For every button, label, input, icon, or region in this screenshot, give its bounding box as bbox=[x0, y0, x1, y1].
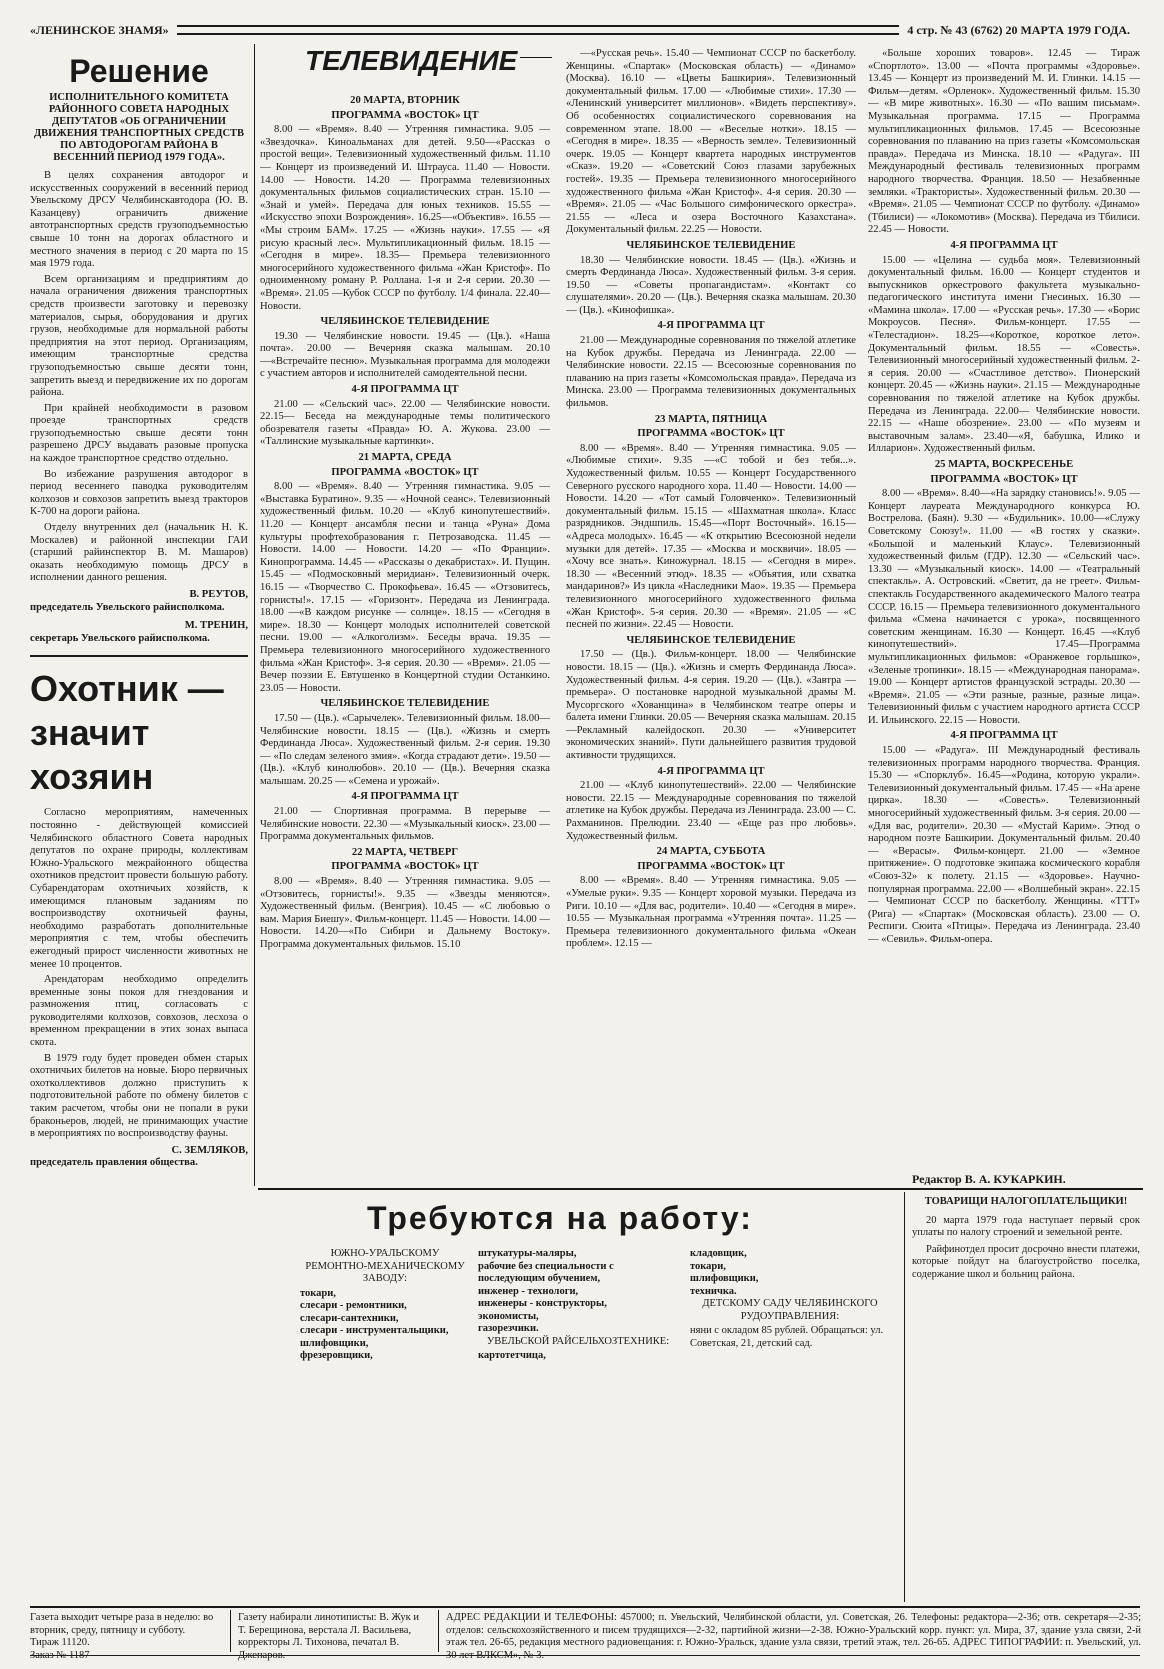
job-item: шлифовщики, bbox=[300, 1337, 369, 1349]
schedule-text: 15.00 — «Радуга». III Международный фестиваль телевизионных программ народного творчества. Франция. 15.30 — «Спорклуб». 16.45—«Родина, которую украли». Телевизионный документальный фильм. 17.45 — «На арене цирка». 18.30 — «Совесть». Телевизионный многосерийный художественный фильм. 3-я серия. 20.00 — «Для вас, родители». 20.30 — «Мустай Карим». Этюд о народном поэте Башкирии. Документальный фильм. 20.40 — «Верасы». Фильм-концерт. 21.00 — «Земное притяжение». О подготовке экипажа космического корабля «Союз-32» к полету. 21.15 — «Здоровье». Научно-популярная программа. 22.00 — «Волшебный экран». 22.15 — Чемпионат СССР по баскетболу. Женщины. «ТТТ» (Рига) — «Спартак» (Московская область). 23.00 — О. Респиги. Сюита «Птицы». Передача из Ленинграда. 23.40 — «Севиль». Фильм-опера. bbox=[868, 745, 1140, 945]
schedule-text: 21.00 — «Сельский час». 22.00 — Челябинские новости. 22.15— Беседа на международные темы политического обозревателя газеты «Правда» Ю. А. Жукова. 23.00 — «Таллинские музыкальные картинки». bbox=[260, 398, 550, 448]
job-item: токари, bbox=[690, 1260, 726, 1272]
channel-heading: 4-Я ПРОГРАММА ЦТ bbox=[351, 791, 459, 803]
decision-paragraph: Отделу внутренних дел (начальник Н. К. Москалев) и районной инспекции ГАИ (старший райинспектор В. М. Машаров) оказать необходимую помощь ДРСУ в исполнении данного решения. bbox=[30, 522, 248, 584]
footer-bottom-rule bbox=[30, 1655, 1140, 1656]
job-conditions: няни с окладом 85 рублей. Обращаться: ул. Советская, 21, детский сад. bbox=[690, 1325, 884, 1349]
schedule-text: 15.00 — «Целина — судьба моя». Телевизионный документальный фильм. 16.00 — Концерт студентов и выпускников оркестрового факультета музыкально-педагогического института имени Гнесиных. 16.30 — «Мамина школа». 17.00 — «Русская речь». 17.30 — «Борис Мокроусов. Песня». Фильм-концерт. 17.55 — «Телестадион». 18.25—«Короткое, короткое лето». Документальный фильм. 18.55 — «Совесть». Телевизионный многосерийный художественный фильм. 2-я серия. 20.00 — «Счастливое детство». Пионерский концерт. 20.45 — «Жизнь науки». 21.15 — Международные соревнования по тяжелой атлетике на Кубок дружбы. Передача из Ленинграда. 22.00— Челябинские новости. 22.15 — «Наше обозрение». 23.00 — «По музеям и выставочным залам». 23.40—«Я, бабушка, Илико и Илларион». Художественный фильм. bbox=[868, 254, 1140, 455]
employer-heading: УВЕЛЬСКОЙ РАЙСЕЛЬХОЗТЕХНИКЕ: bbox=[486, 1335, 670, 1347]
hunter-title: Охотник — значит хозяин bbox=[30, 668, 224, 798]
schedule-text: 19.30 — Челябинские новости. 19.45 — (Цв.). «Наша почта». 20.00 — Вечерняя сказка малышам. 20.10—«Встречайте песню». Музыкальная программа для молодежи с участием авторов и исполнителей самодеятельной песни. bbox=[260, 330, 550, 380]
tax-paragraph: Райфинотдел просит досрочно внести платежи, которые пойдут на благоустройство поселка, содержание школ и больниц района. bbox=[912, 1243, 1140, 1280]
channel-heading: ПРОГРАММА «ВОСТОК» ЦТ bbox=[637, 860, 785, 872]
day-heading: 20 МАРТА, ВТОРНИК bbox=[350, 95, 460, 106]
job-item: слесари - ремонтники, bbox=[300, 1300, 407, 1311]
tax-notice bbox=[912, 1196, 1140, 1285]
job-item: кладовщик, bbox=[690, 1248, 747, 1259]
tax-paragraph: 20 марта 1979 года наступает первый срок уплаты по налогу строений и земельной ренте. bbox=[912, 1214, 1140, 1238]
schedule-text: «Больше хороших товаров». 12.45 — Тираж «Спортлото». 13.00 — «Почта программы «Здоровье». 13.45 — Концерт из произведений М. И. Глинки. 14.15 — Фильм—детям. «Орленок». Художественный фильм. 15.30 — «В мире животных». 16.30 — «По вашим письмам». Музыкальная программа. 17.15 — Программа мультипликационных фильмов. 17.45 — Всесоюзные соревнования по плаванию на приз газеты «Комсомольская правда». Передача из Минска. 18.10 — «Радуга». III Международный фестиваль телевизионных программ народного творчества. Франция. 18.50 — Незабвенные земляки. «Трактористы». Художественный фильм. 20.30 — «Время». 21.05 — Чемпионат СССР по футболу. «Динамо» (Тбилиси) — «Локомотив» (Москва). Передача из Тбилиси. 22.45 — Новости. bbox=[868, 48, 1140, 236]
order-number: Заказ № 1187 bbox=[30, 1649, 90, 1661]
day-heading: 25 МАРТА, ВОСКРЕСЕНЬЕ bbox=[934, 459, 1074, 470]
masthead-rule bbox=[177, 25, 900, 35]
signature-title: председатель правления общества. bbox=[30, 1157, 198, 1169]
channel-heading: ПРОГРАММА «ВОСТОК» ЦТ bbox=[331, 861, 479, 873]
hunter-paragraph: Арендаторам необходимо определить временные зоны покоя для гнездования и размножения птиц, согласовать с руководителями колхозов, совхозов, лесхоза о временном прекращении в этих зонах выпаса скота. bbox=[30, 974, 248, 1049]
channel-heading: 4-Я ПРОГРАММА ЦТ bbox=[351, 384, 459, 396]
channel-heading: ПРОГРАММА «ВОСТОК» ЦТ bbox=[637, 428, 785, 440]
employer-heading: ДЕТСКОМУ САДУ ЧЕЛЯБИНСКОГО РУДОУПРАВЛЕНИЯ: bbox=[702, 1298, 878, 1322]
column-rule bbox=[904, 1192, 905, 1602]
job-item: газорезчики. bbox=[478, 1323, 539, 1334]
schedule-text: 8.00 — «Время». 8.40 — Утренняя гимнастика. 9.05 — «Отзовитесь, горнисты!». 9.35 — «Звезды меняются». Художественный фильм. (Венгрия). 10.45 — «С любовью о вам. Мария Биешу». Фильм-концерт. 11.45 — Новости. 14.00 — Новости. 14.20—«По Сибири и Дальнему Востоку». Программа документальных фильмов. 15.10 bbox=[260, 876, 550, 950]
tv-column-3 bbox=[868, 48, 1140, 1168]
channel-heading: ЧЕЛЯБИНСКОЕ ТЕЛЕВИДЕНИЕ bbox=[626, 239, 796, 251]
column-rule bbox=[254, 44, 255, 1186]
channel-heading: 4-Я ПРОГРАММА ЦТ bbox=[950, 239, 1058, 251]
schedule-text: 8.00 — «Время». 8.40—«На зарядку становись!». 9.05 — Концерт лауреата Международного конкурса Ю. Вострелова. (Баян). 9.30 — «Будильник». 10.00—«Служу Советскому Союзу!». 11.00 — «В гостях у сказки». «Большой и маленький Клаус». Телевизионный художественный фильм (ГДР). 12.30 — «Сельский час». 13.30 — «Музыкальный киоск». 14.00 — «Театральный спектакль». А. Островский. «Светит, да не греет». Фильм-спектакль Государственного академического Малого театра СССР. 16.15 — Премьера телевизионного документального фильма «Смена начинается с урока», посвященного советским женщинам. 16.30 — Концерт. 16.45 —«Клуб кинопутешествий». 17.45—Программа мультипликационных фильмов: «Оранжевое горлышко», «Зеленые тропинки». 18.15 — «Международная панорама». 19.00 — Концерт артистов французской эстрады. 20.30 — «Время». 21.05 — «Эти разные, разные, разные лица». Телевизионный фильм с участием народного артиста СССР И. Ильинского. 22.15 — Новости. bbox=[868, 488, 1140, 726]
jobs-column-2 bbox=[478, 1248, 678, 1363]
channel-heading: ПРОГРАММА «ВОСТОК» ЦТ bbox=[331, 466, 479, 478]
signature: В. РЕУТОВ, bbox=[189, 589, 248, 600]
channel-heading: ЧЕЛЯБИНСКОЕ ТЕЛЕВИДЕНИЕ bbox=[320, 698, 490, 710]
job-item: токари, bbox=[300, 1287, 336, 1299]
decision-paragraph: При крайней необходимости в разовом проезде транспортных средств грузоподъемностью свыше десяти тонн разрешено ДРСУ выдавать разовые пропуска на каждое транспортное средство отдельно. bbox=[30, 402, 248, 465]
hunter-paragraph: В 1979 году будет проведен обмен старых охотничьих билетов на новые. Бюро первичных охотколлективов должно приступить к подготовительной работе по обмену билетов с таким расчетом, чтобы они не попали в руки браконьеров, людей, не принимающих участие в мероприятиях по воспроизводству фауны. bbox=[30, 1052, 248, 1140]
editor-line: Редактор В. А. КУКАРКИН. bbox=[912, 1172, 1066, 1186]
schedule-text: 21.00 — «Клуб кинопутешествий». 22.00 — Челябинские новости. 22.15 — Международные соревнования по тяжелой атлетике на Кубок дружбы. Передача из Ленинграда. 23.00 — С. Рахманинов. Прелюдии. 23.40 — «Еще раз про любовь». Художественный фильм. bbox=[566, 780, 856, 842]
day-heading: 23 МАРТА, ПЯТНИЦА bbox=[654, 413, 768, 425]
schedule-text: 18.30 — Челябинские новости. 18.45 — (Цв.). «Жизнь и смерть Фердинанда Люса». Художественный фильм. 3-я серия. 19.50 — «Советы пропагандистам». «Контакт со слушателями». 20.20 — (Цв.). Вечерняя сказка малышам. 20.30 — (Цв.). «Кинофишка». bbox=[566, 254, 856, 316]
day-heading: 22 МАРТА, ЧЕТВЕРГ bbox=[351, 846, 459, 858]
footer-rule bbox=[30, 1606, 1140, 1608]
schedule-text: —«Русская речь». 15.40 — Чемпионат СССР по баскетболу. Женщины. «Спартак» (Московская область) — «Динамо» (Москва). 16.10 — «Цветы Башкирия». Телевизионный документальный фильм. 17.00 — «Любимые стихи». 17.30 — «Ленинский университет миллионов». «Видеть перспективу». Об особенностях социалистического соревнования на современном этапе. 18.00 — «Веселые нотки». 18.15 — «Сегодня в мире». 18.35 — «Верность земле». Телевизионный очерк. 19.05 — Концерт квартета народных инструментов «Сказ». 19.20 — «Советский Союз глазами зарубежных гостей». 19.35 — Премьера телевизионного многосерийного художественного фильма «Жан Кристоф». 4-я серия. 20.30 — «Время». 21.05 — «Час Большого симфонического оркестра». 21.55 — «Леса и озера Восточного Казахстана». Документальный фильм. 22.25 — Новости. bbox=[566, 48, 856, 236]
job-item: шлифовщики, bbox=[690, 1273, 759, 1284]
employer-heading: ЮЖНО-УРАЛЬСКОМУ РЕМОНТНО-МЕХАНИЧЕСКОМУ ЗАВОДУ: bbox=[305, 1248, 465, 1284]
issue-info: 4 стр. № 43 (6762) 20 МАРТА 1979 ГОДА. bbox=[907, 22, 1130, 37]
channel-heading: ПРОГРАММА «ВОСТОК» ЦТ bbox=[930, 473, 1078, 485]
channel-heading: 4-Я ПРОГРАММА ЦТ bbox=[950, 730, 1058, 742]
job-item: рабочие без специальности с последующим обучением, bbox=[478, 1260, 614, 1284]
decision-paragraph: Всем организациям и предприятиям до начала ограничения движения транспортных средств произвести заготовку и перевозку материалов, сырья, оборудования и других грузов, необходимые для нормальной работы предприятия на этот период. Организациям, имеющим транспортные средства грузоподъемностью свыше десяти тонн, запретить выезд и передвижение их по дорогам района. bbox=[30, 273, 248, 399]
channel-heading: 4-Я ПРОГРАММА ЦТ bbox=[657, 765, 765, 777]
typesetters-info: Газету набирали линотиписты: В. Жук и Т. Берещинова, верстала Л. Васильева, корректоры Л. Тихонова, печатал В. Джепаров. bbox=[238, 1612, 419, 1661]
decision-paragraph: Во избежание разрушения автодорог в период весеннего паводка руководителям колхозов и совхозов запретить выезд тракторов К-700 на дороги района. bbox=[30, 468, 248, 518]
day-heading: 24 МАРТА, СУББОТА bbox=[656, 846, 766, 858]
signature: М. ТРЕНИН, bbox=[184, 620, 248, 632]
job-item: техничка. bbox=[690, 1285, 737, 1297]
job-item: слесари - инструментальщики, bbox=[300, 1325, 449, 1336]
jobs-title: Требуются на работу: bbox=[367, 1200, 753, 1236]
circulation: Тираж 11120. bbox=[30, 1637, 90, 1648]
column-rule bbox=[438, 1610, 439, 1652]
channel-heading: 4-Я ПРОГРАММА ЦТ bbox=[657, 320, 765, 332]
decision-title: Решение bbox=[69, 53, 209, 89]
job-item: фрезеровщики, bbox=[300, 1350, 373, 1361]
job-item: инженеры - конструкторы, bbox=[478, 1298, 607, 1309]
tv-column-2 bbox=[566, 48, 856, 1182]
signature: С. ЗЕМЛЯКОВ, bbox=[171, 1144, 248, 1156]
schedule-text: 8.00 — «Время». 8.40 — Утренняя гимнастика. 9.05 — «Умелые руки». 9.35 — Концерт хоровой музыки. Передача из Риги. 10.10 — «Для вас, родители». 10.40 — «Сегодня в мире». 10.55 — Музыкальная программа «Утренняя почта». 11.25 — Премьера телевизионного документального фильма «Океан проблем». 12.15 — bbox=[566, 875, 856, 950]
left-column bbox=[30, 48, 248, 1588]
schedule-text: 17.50 — (Цв.). «Сарычелек». Телевизионный фильм. 18.00— Челябинские новости. 18.15 — (Цв.). «Жизнь и смерть Фердинанда Люса». Художественный фильм. 2-я серия. 19.30 — «По следам зеленого змия». «Когда страдают дети». 19.50 — (Цв.). «Клуб кинолюбов». 20.10 — (Цв.). Вечерняя сказка малышам. 20.25 — «Семена и урожай». bbox=[260, 712, 550, 787]
signature-title: председатель Увельского райисполкома. bbox=[30, 601, 225, 613]
schedule-text: 8.00 — «Время». 8.40 — Утренняя гимнастика. 9.05 — «Выставка Буратино». 9.35 — «Ночной сеанс». Телевизионный художественный фильм. 10.20 — «Клуб кинопутешествий». 11.20 — Концерт ансамбля песни и танца «Руна» Дома культуры профтехобразования г. Петрозаводска. 11.45 — Новости. 14.00 — Новости. 14.20 — «По Франции». Кинопрограмма. 14.45 — «Рассказы о декабристах». И. Пущин. 15.45 — «Подмосковный меридиан». Телевизионный очерк. 16.15 — «Творчество С. Прокофьева». 16.45 — «Отзовитесь, горнисты!». 17.15 — «Горизонт». Передача из Ленинграда. 18.00 —«В каждом рисунке — солнце». 18.15 — «Сегодня в мире». 18.30 — Концерт молодых исполнителей советской песни. 19.00 — «Алкоголизм». Беседы врача. 19.35 — Премьера телевизионного многосерийного художественного фильма «Жан Кристоф». 3-я серия. 20.30 — «Время». 21.05 — Вечер поэзии Е. Евтушенко в Концертной студии Останкино. 23.05 — Новости. bbox=[260, 481, 550, 694]
schedule-note: Газета выходит четыре раза в неделю: во вторник, среду, пятницу и субботу. bbox=[30, 1612, 214, 1636]
section-rule bbox=[258, 1188, 1143, 1190]
channel-heading: ЧЕЛЯБИНСКОЕ ТЕЛЕВИДЕНИЕ bbox=[626, 634, 796, 646]
job-item: картотетчица, bbox=[478, 1350, 546, 1361]
schedule-text: 8.00 — «Время». 8.40 — Утренняя гимнастика. 9.05 — «Любимые стихи». 9.35 —«С тобой и без тебя...». Художественный фильм. 10.55 — Концерт Государственного Северного русского народного хора. 11.40 — Новости. 14.00 — Новости. 14.20 — «Тот самый Головченко». Телевизионный документальный фильм. 15.15 — «Шахматная школа». Класс разрядников. Эндшпиль. 15.45—«Порт Восточный». 16.15— «Адреса молодых». 16.45 — «К открытию Всесоюзной недели музыки для детей». 17.35 — «Москва и москвичи». 18.05 — «Хочу все знать». Киножурнал. 18.15 — «Сегодня в мире». 18.30 — «Весенний этюд». 18.35 — «Объятия, или схватка мандаринов?» Из цикла «Наследники Мао». 19.35 — Премьера телевизионного многосерийного художественного фильма «Жан Кристоф». 5-я серия. 20.30 — «Время». 21.05 — «С песней по жизни». 22.45 — Новости. bbox=[566, 442, 856, 631]
newspaper-name: «ЛЕНИНСКОЕ ЗНАМЯ» bbox=[30, 22, 169, 37]
column-rule bbox=[230, 1610, 231, 1652]
title-rule bbox=[520, 57, 552, 58]
job-item: слесари-сантехники, bbox=[300, 1312, 399, 1324]
tv-title: ТЕЛЕВИДЕНИЕ bbox=[305, 45, 518, 76]
decision-subtitle: ИСПОЛНИТЕЛЬНОГО КОМИТЕТА РАЙОННОГО СОВЕТА НАРОДНЫХ ДЕПУТАТОВ «ОБ ОГРАНИЧЕНИИ ДВИЖЕНИЯ ТРАНСПОРТНЫХ СРЕДСТВ ПО АВТОДОРОГАМ РАЙОНА В ВЕСЕННИЙ ПЕРИОД 1979 ГОДА». bbox=[33, 92, 245, 163]
decision-paragraph: В целях сохранения автодорог и искусственных сооружений в весенний период Увельскому ДРСУ Челябинскавтодора (Ю. В. Казанцеву) ограничить движение автотранспортных средств грузоподъемностью свыше 10 тонн на дорогах областного и местного значения в период с 20 марта по 15 мая 1979 года. bbox=[30, 170, 248, 270]
tax-title: ТОВАРИЩИ НАЛОГОПЛАТЕЛЬЩИКИ! bbox=[924, 1196, 1128, 1207]
job-item: штукатуры-маляры, bbox=[478, 1248, 577, 1259]
channel-heading: ПРОГРАММА «ВОСТОК» ЦТ bbox=[331, 109, 479, 121]
hunter-paragraph: Согласно мероприятиям, намеченных постоянно - действующей комиссией Челябинского областного Совета народных депутатов по охране природы, коллективам Южно-Уральского межрайонного общества охотников предстоит провести большую работу. Субарендаторам охотничьих хозяйств, к имеющимся плановым заданиям по воспроизводству охотничьей фауны, необходимо разработать дополнительные мероприятия с тем, чтобы обеспечить ежегодный прирост численности животных не менее 10 процентов. bbox=[30, 807, 248, 970]
job-item: экономисты, bbox=[478, 1310, 539, 1322]
address-info: АДРЕС РЕДАКЦИИ И ТЕЛЕФОНЫ: 457000; п. Увельский, Челябинской области, ул. Советская, 26. Телефоны: редактора—2-36; отв. секретаря—2-35; отделов: сельскохозяйственного и писем трудящихся—2-32, партийной жизни—2-38. Южно-Уральский корр. пункт: ул. Мира, 37, здание узла связи, 2-й этаж тел. 26-65, редакция местного радиовещания: г. Южно-Уральск, здание узла связи, третий этаж, тел. 26-65. АДРЕС ТИПОГРАФИИ: п. Увельский, ул. 30 лет ВЛКСМ», № 3. bbox=[446, 1612, 1141, 1661]
schedule-text: 17.50 — (Цв.). Фильм-концерт. 18.00 — Челябинские новости. 18.15 — (Цв.). «Жизнь и смерть Фердинанда Люса». Художественный фильм. 4-я серия. 19.20 — (Цв.). «Завтра — премьера». О постановке народной музыкальной драмы М. Мусоргского «Хованщина» в Челябинском театре оперы и балета имени Глинки. 20.05 — Вечерняя сказка малышам. 20.15 —Рекламный калейдоскоп. 20.30 — «Университет экономических знаний». Пути дальнейшего развития трудовой активности трудящихся. bbox=[566, 649, 856, 762]
divider bbox=[30, 655, 248, 657]
channel-heading: ЧЕЛЯБИНСКОЕ ТЕЛЕВИДЕНИЕ bbox=[320, 316, 490, 328]
signature-title: секретарь Увельского райисполкома. bbox=[30, 632, 210, 644]
tv-column-1 bbox=[260, 92, 550, 1182]
schedule-text: 21.00 — Международные соревнования по тяжелой атлетике на Кубок дружбы. Передача из Ленинграда. 22.00 — Челябинские новости. 22.15 — Всесоюзные соревнования по плаванию на приз газеты «Комсомольская правда». Передача из Минска. 23.00 — Программа телевизионных документальных фильмов. bbox=[566, 335, 856, 410]
jobs-column-1 bbox=[300, 1248, 470, 1363]
schedule-text: 8.00 — «Время». 8.40 — Утренняя гимнастика. 9.05 — «Звездочка». Киноальманах для детей. 9.50—«Рассказ о простой вещи». Телевизионный художественный фильм. 11.10 — Концерт из произведений И. Штрауса. 11.40 — Новости. 14.00 — Новости. 14.20 — Программа телевизионных документальных фильмов социалистических стран. 15.10 — «Знай и умей». Передача для юных техников. 15.55 — «Искусство эпохи Возрождения». 16.25—«Объектив». 16.55 — «Мы строим БАМ». 17.25 — «Жизнь науки». 17.55 — «Я рисую красный лес». Мультипликационный фильм. 18.15 — «Сегодня в мире». 18.35— Премьера телевизионного многосерийного художественного фильма «Жан Кристоф». По одноименному роману Р. Роллана. 1-я и 2-я серии. 20.30 — «Время». 21.05 —Кубок СССР по футболу. 1/4 финала. 22.40— Новости. bbox=[260, 124, 550, 312]
schedule-text: 21.00 — Спортивная программа. В перерыве — Челябинские новости. 22.30 — «Музыкальный киоск». 23.00 — Программа документальных фильмов. bbox=[260, 806, 550, 843]
day-heading: 21 МАРТА, СРЕДА bbox=[358, 452, 452, 464]
job-item: инженер - технологи, bbox=[478, 1285, 579, 1297]
jobs-column-3 bbox=[690, 1248, 890, 1350]
masthead bbox=[30, 20, 1130, 40]
